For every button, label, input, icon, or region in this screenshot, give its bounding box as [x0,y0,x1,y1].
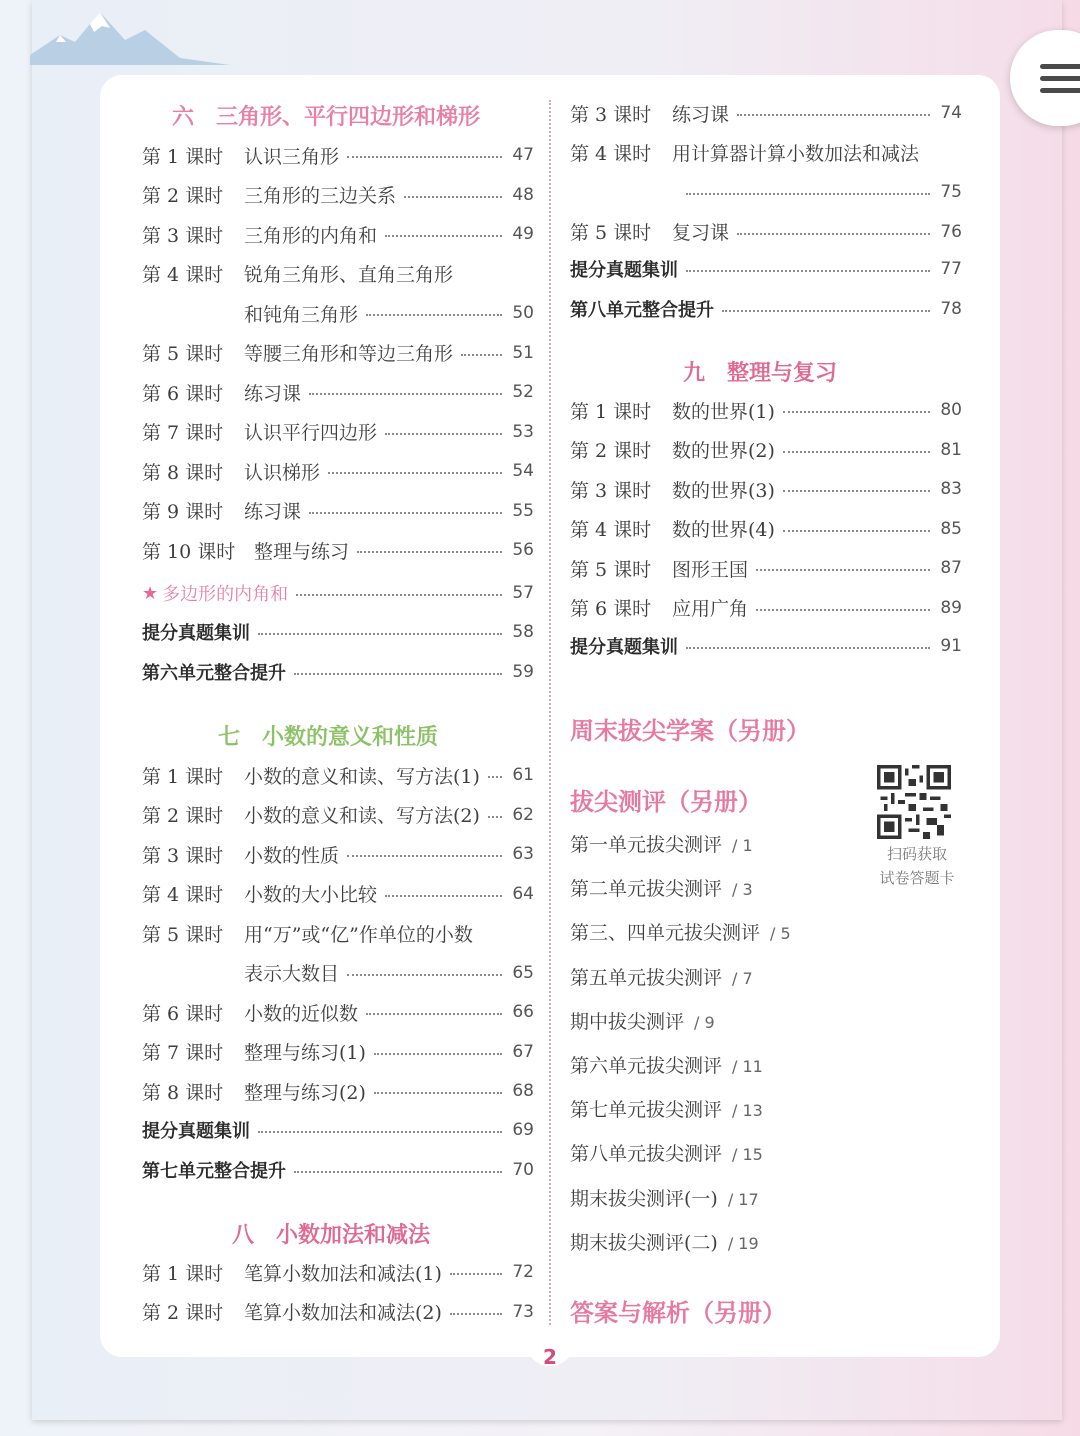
test-item[interactable] [570,963,753,990]
toc-row[interactable] [142,1075,534,1107]
lesson-label: 第 4 课时 [570,519,652,541]
toc-row[interactable] [142,179,534,211]
toc-row[interactable] [570,434,962,466]
page-ref: 66 [512,1002,534,1022]
page-ref: 67 [512,1041,534,1062]
toc-row[interactable] [142,297,534,329]
test-page-ref: / 15 [732,1145,763,1165]
leader-dots [258,633,502,635]
test-title-text: 第六单元拔尖测评 [570,1055,723,1077]
mountain-illustration [30,0,230,70]
test-page-ref: / 19 [727,1233,759,1253]
leader-dots [488,816,502,818]
test-item[interactable] [570,874,753,901]
toc-row[interactable] [570,253,962,285]
test-title-text: 第三、四单元拔尖测评 [570,922,761,945]
toc-row[interactable] [142,1114,534,1146]
page-ref: 56 [512,540,534,560]
lesson-title: 小数的性质 [244,844,340,867]
lesson-label: 第 9 课时 [142,501,224,523]
leader-dots [404,196,502,198]
lesson-title: 小数的近似数 [244,1002,359,1025]
test-item[interactable] [570,1228,759,1255]
lesson-label: 第 4 课时 [570,143,652,165]
page-ref: 77 [940,259,962,279]
toc-row[interactable] [570,394,962,426]
toc-row[interactable] [142,1296,534,1328]
page-ref: 61 [512,765,534,785]
toc-row[interactable] [570,216,962,248]
lesson-title: 笔算小数加法和减法(2) [244,1302,442,1324]
test-title-text: 第七单元拔尖测评 [570,1099,723,1122]
lesson-title: 练习课 [672,103,730,126]
lesson-title: 整理与练习(1) [244,1042,366,1064]
leader-dots [737,114,930,116]
leader-dots [347,855,502,857]
toc-row[interactable] [142,534,534,566]
page-ref: 69 [512,1120,534,1140]
leader-dots [347,974,502,976]
leader-dots [374,1053,502,1055]
leader-dots [309,393,502,395]
page-ref: 58 [512,622,534,642]
lesson-label: 第 2 课时 [570,440,652,462]
lesson-label: 第 1 课时 [570,400,652,423]
test-item[interactable] [570,1139,763,1166]
toc-row[interactable] [142,1256,534,1288]
page-ref: 57 [512,583,534,603]
page-ref: 85 [940,518,962,539]
test-title-text: 期中拔尖测评 [570,1010,685,1033]
leader-dots [783,411,930,413]
test-page-ref: / 9 [694,1012,715,1032]
lesson-label: 第 3 课时 [142,224,224,247]
page-ref: 73 [512,1301,534,1322]
leader-dots [686,193,930,195]
test-title-text: 第一单元拔尖测评 [570,834,723,856]
lesson-label: 第 6 课时 [142,1002,224,1025]
page-ref: 63 [512,844,534,864]
page-ref: 54 [512,461,534,481]
menu-icon [1040,64,1080,69]
lesson-title: 认识梯形 [244,461,321,484]
lesson-label: 第 8 课时 [142,461,224,484]
leader-dots [686,647,930,649]
leader-dots [294,1171,502,1173]
lesson-label: 第 3 课时 [142,844,224,867]
toc-row[interactable] [570,630,962,662]
lesson-title: 锐角三角形、直角三角形 [244,264,454,286]
lesson-title: 整理与练习 [254,540,350,563]
lesson-title: 三角形的内角和 [244,224,378,247]
toc-row[interactable] [570,513,962,545]
leader-dots [328,472,502,474]
toc-row[interactable] [142,139,534,171]
page-ref: 70 [512,1159,534,1180]
toc-row[interactable] [570,137,962,169]
lesson-title: 小数的大小比较 [244,884,378,906]
leader-dots [309,512,502,514]
leader-dots [385,433,502,435]
test-page-ref: / 5 [770,924,791,944]
lesson-label: 第 1 课时 [142,765,224,788]
qr-caption: 扫码获取 试卷答题卡 [879,845,955,887]
page-ref: 53 [512,421,534,442]
lesson-title: 等腰三角形和等边三角形 [244,343,454,365]
test-item[interactable] [570,1051,763,1078]
lesson-title: 表示大数目 [244,963,340,985]
toc-row[interactable] [570,552,962,584]
leader-dots [258,1131,502,1133]
test-page-ref: / 7 [732,968,753,988]
toc-row[interactable] [142,376,534,408]
lesson-title: 小数的意义和读、写方法(2) [244,805,480,827]
lesson-label: 第 5 课时 [142,923,224,946]
lesson-title: 练习课 [244,382,302,405]
lesson-label: 第 5 课时 [142,343,224,365]
test-title-text: 期末拔尖测评(一) [570,1187,718,1210]
toc-row[interactable] [142,799,534,831]
test-page-ref: / 17 [727,1189,759,1209]
test-item[interactable] [570,1184,759,1211]
toc-row[interactable] [570,97,962,129]
lesson-label: 第 5 课时 [570,222,652,244]
column-divider [549,100,551,1325]
section-title-7: 七 小数的意义和性质 [218,725,439,750]
lesson-title: 第六单元整合提升 [142,662,286,684]
lesson-title: 第七单元整合提升 [142,1160,286,1182]
test-title: 拔尖测评（另册） [570,788,762,816]
lesson-label: 第 1 课时 [142,1262,224,1285]
lesson-label: 第 6 课时 [142,382,224,405]
leader-dots [366,1013,502,1015]
leader-dots [722,310,930,312]
page-ref: 78 [940,298,962,319]
toc-row[interactable] [142,917,534,949]
page-ref: 55 [512,500,534,521]
toc-row[interactable] [142,656,534,688]
leader-dots [294,673,502,675]
lesson-title: 和钝角三角形 [244,303,359,326]
page-ref: 59 [512,661,534,682]
lesson-label: 第 4 课时 [142,884,224,906]
leader-dots [296,594,502,596]
lesson-title: 提分真题集训 [570,637,678,658]
lesson-title: 认识三角形 [244,145,340,168]
leader-dots [756,569,930,571]
leader-dots [366,314,502,316]
test-title-text: 第二单元拔尖测评 [570,878,723,901]
leader-dots [783,490,930,492]
lesson-title: 练习课 [244,501,302,523]
lesson-label: 第 7 课时 [142,422,224,444]
leader-dots [385,235,502,237]
page-ref: 74 [940,103,962,123]
lesson-title: 小数的意义和读、写方法(1) [244,765,480,788]
toc-row[interactable] [142,838,534,870]
page-ref: 91 [940,636,962,656]
test-item[interactable] [570,1095,763,1122]
page-ref: 76 [940,221,962,242]
lesson-title: 三角形的三边关系 [244,185,397,207]
lesson-title: 提分真题集训 [142,1121,250,1142]
lesson-title: 图形王国 [672,558,749,581]
leader-dots [686,270,930,272]
lesson-title: 用计算器计算小数加法和减法 [672,143,920,165]
lesson-title: 提分真题集训 [570,260,678,281]
test-item[interactable] [570,918,791,945]
leader-dots [737,233,930,235]
lesson-title: 认识平行四边形 [244,422,378,444]
toc-row[interactable] [142,218,534,250]
lesson-title: 复习课 [672,222,730,244]
lesson-title: 整理与练习(2) [244,1081,366,1104]
page-number: 2 [543,1345,557,1369]
page-ref: 52 [512,382,534,402]
lesson-label: 第 10 课时 [142,540,236,563]
toc-row[interactable] [142,455,534,487]
test-title-text: 第八单元拔尖测评 [570,1143,723,1166]
lesson-label: 第 2 课时 [142,805,224,827]
toc-row[interactable] [570,293,962,325]
lesson-title: 笔算小数加法和减法(1) [244,1262,442,1285]
lesson-title: 应用广角 [672,598,749,620]
weekend-title: 周末拔尖学案（另册） [570,717,810,745]
lesson-label: 第 8 课时 [142,1081,224,1104]
lesson-label: 第 2 课时 [142,185,224,207]
test-page-ref: / 11 [732,1057,763,1076]
page-ref: 87 [940,558,962,578]
toc-row[interactable] [142,996,534,1028]
leader-dots [450,1313,502,1315]
page-ref: 65 [512,962,534,983]
page-ref: 62 [512,804,534,825]
toc-row[interactable] [142,1154,534,1186]
page-ref: 80 [940,400,962,420]
test-page-ref: / 3 [732,880,753,900]
lesson-title: 用“万”或“亿”作单位的小数 [244,923,473,946]
leader-dots [357,551,502,553]
toc-row[interactable] [142,1036,534,1068]
section-title-9: 九 整理与复习 [683,361,838,386]
test-title-text: 期末拔尖测评(二) [570,1231,718,1254]
toc-row[interactable] [142,759,534,791]
toc-row[interactable] [570,176,962,208]
test-page-ref: / 13 [732,1101,763,1121]
lesson-title: 第八单元整合提升 [570,299,714,321]
page-ref: 89 [940,597,962,618]
leader-dots [374,1092,502,1094]
leader-dots [783,451,930,453]
toc-row[interactable] [142,258,534,290]
page-ref: 50 [512,303,534,323]
page-ref: 47 [512,145,534,165]
lesson-title: 多边形的内角和 [162,584,289,605]
lesson-title: 数的世界(2) [672,440,775,462]
leader-dots [450,1273,502,1275]
lesson-label: 第 4 课时 [142,264,224,286]
page-ref: 64 [512,883,534,904]
leader-dots [347,156,502,158]
page-ref: 81 [940,439,962,460]
toc-row[interactable] [142,957,534,989]
page-ref: 49 [512,224,534,244]
toc-row[interactable] [142,337,534,369]
leader-dots [756,609,930,611]
toc-row[interactable] [142,416,534,448]
lesson-title: 数的世界(4) [672,519,775,541]
lesson-label: 第 7 课时 [142,1042,224,1064]
lesson-label: 第 3 课时 [570,479,652,502]
lesson-label: 第 5 课时 [570,558,652,581]
toc-row[interactable] [570,473,962,505]
toc-row[interactable] [570,592,962,624]
lesson-title: 数的世界(3) [672,479,775,502]
leader-dots [461,354,502,356]
leader-dots [385,895,502,897]
lesson-label: 第 6 课时 [570,598,652,620]
test-item[interactable] [570,1007,715,1034]
lesson-label: 第 1 课时 [142,145,224,168]
section-title-8: 八 小数加法和减法 [232,1223,431,1248]
test-item[interactable] [570,830,753,857]
toc-row[interactable] [142,616,534,648]
lesson-title: 数的世界(1) [672,400,775,423]
leader-dots [783,530,930,532]
lesson-title: 提分真题集训 [142,623,250,644]
test-title-text: 第五单元拔尖测评 [570,966,723,989]
lesson-label: 第 2 课时 [142,1302,224,1324]
page-ref: 51 [512,342,534,363]
test-page-ref: / 1 [732,836,753,855]
qr-code [877,765,951,839]
page-ref: 75 [940,182,962,202]
lesson-label: 第 3 课时 [570,103,652,126]
section-title-6: 六 三角形、平行四边形和梯形 [172,105,481,130]
answer-title: 答案与解析（另册） [570,1299,786,1327]
page-ref: 72 [512,1262,534,1282]
toc-row-special[interactable] [142,577,534,609]
star-icon: ★ [142,582,159,604]
page-ref: 68 [512,1081,534,1101]
page-ref: 83 [940,479,962,499]
leader-dots [488,776,502,778]
toc-row[interactable] [142,878,534,910]
toc-row[interactable] [142,495,534,527]
page-ref: 48 [512,184,534,205]
